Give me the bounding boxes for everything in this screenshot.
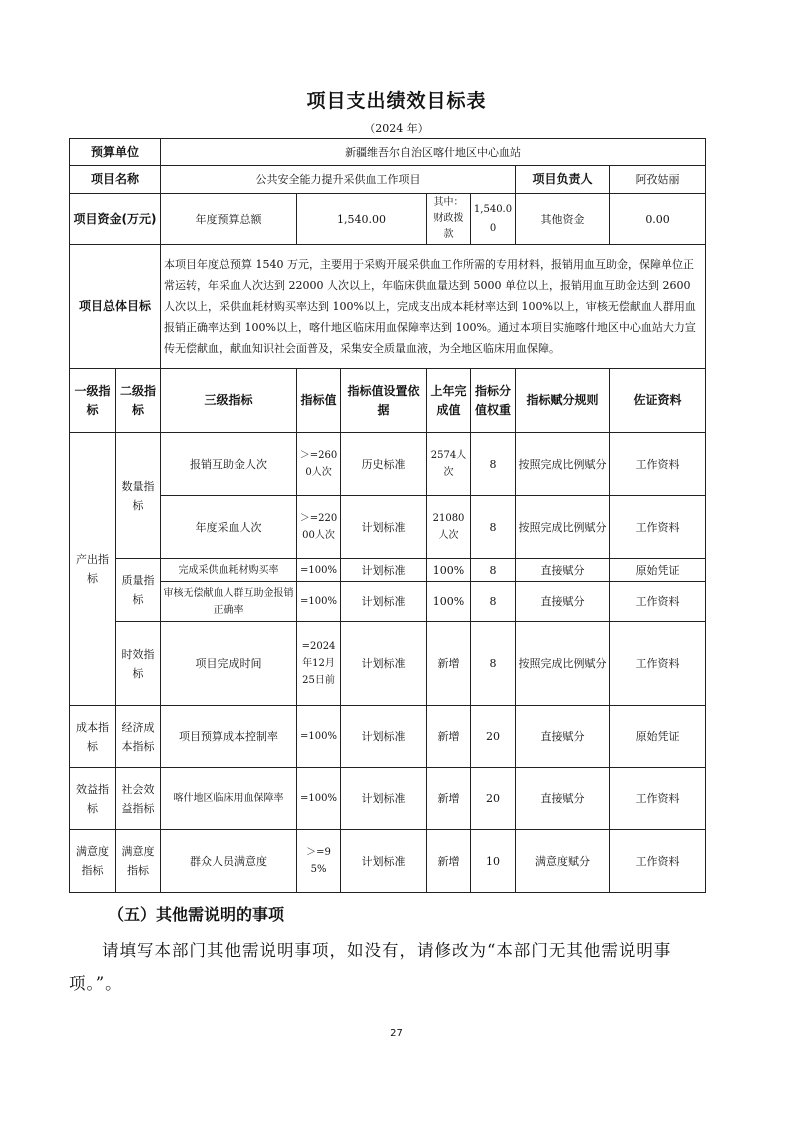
page-title: 项目支出绩效目标表: [306, 90, 487, 112]
annual-total-label: 年度预算总额: [161, 194, 297, 245]
row-value: ＞=2600人次: [297, 433, 341, 496]
level2-quality: 质量指标: [116, 559, 161, 622]
row-weight: 20: [471, 768, 516, 830]
budget-unit-value: 新疆维吾尔自治区喀什地区中心血站: [161, 139, 706, 166]
table-row: [70, 496, 706, 559]
row-weight: 8: [471, 496, 516, 559]
project-leader-value: 阿孜姑丽: [610, 166, 706, 194]
level2-social-benefit: 社会效益指标: [116, 768, 161, 830]
row-evidence: 工作资料: [610, 582, 706, 622]
overall-goal-text: 本项目年度总预算 1540 万元，主要用于采购开展采供血工作所需的专用材料，报销用血互助金，保障单位正常运转，年采血人次达到 22000 人次以上，年临床供血量达到 5000 单位以上，报销用血互助金达到 2600 人次以上，采供血耗材购买率达到 100%以上，完成支出成本耗材率达到 100%以上，审核无偿献血人群用血报销正确率达到 100%以上，喀什地区临床用血保障率达到 100%。通过本项目实施喀什地区中心血站大力宣传无偿献血，献血知识社会面普及，采集安全质量血液，为全地区临床用血保障。: [161, 245, 706, 369]
table-row: [70, 768, 706, 830]
other-funds-label: 其他资金: [516, 194, 610, 245]
row-prev: 2574人次: [427, 433, 471, 496]
row-basis: 计划标准: [341, 496, 427, 559]
row-prev: 新增: [427, 830, 471, 893]
row-rule: 按照完成比例赋分: [516, 496, 610, 559]
row-weight: 8: [471, 622, 516, 706]
col-prev: 上年完成值: [427, 369, 471, 433]
row-rule: 直接赋分: [516, 559, 610, 582]
row-basis: 计划标准: [341, 706, 427, 768]
row-value: =100%: [297, 582, 341, 622]
row-prev: 21080人次: [427, 496, 471, 559]
row-basis: 计划标准: [341, 582, 427, 622]
row-prev: 新增: [427, 622, 471, 706]
row-prev: 100%: [427, 559, 471, 582]
row-prev: 100%: [427, 582, 471, 622]
fiscal-label: 其中：财政拨款: [427, 194, 471, 245]
performance-table: [69, 138, 706, 893]
level1-output: 产出指标: [70, 433, 116, 706]
row-rule: 满意度赋分: [516, 830, 610, 893]
level2-quantity: 数量指标: [116, 433, 161, 559]
project-name-label: 项目名称: [70, 166, 161, 194]
col-evidence: 佐证资料: [610, 369, 706, 433]
other-funds-value: 0.00: [610, 194, 706, 245]
level1-benefit: 效益指标: [70, 768, 116, 830]
col-value: 指标值: [297, 369, 341, 433]
row-value: =100%: [297, 706, 341, 768]
col-level2: 二级指标: [116, 369, 161, 433]
row-weight: 10: [471, 830, 516, 893]
level2-economic-cost: 经济成本指标: [116, 706, 161, 768]
row-evidence: 工作资料: [610, 496, 706, 559]
row-value: =2024年12月25日前: [297, 622, 341, 706]
row-basis: 计划标准: [341, 768, 427, 830]
row-value: ＞=95%: [297, 830, 341, 893]
table-row: [70, 622, 706, 706]
table-row: [70, 559, 706, 582]
page-number: 27: [390, 1028, 403, 1039]
row-value: =100%: [297, 559, 341, 582]
row-evidence: 工作资料: [610, 830, 706, 893]
level2-satisfaction: 满意度指标: [116, 830, 161, 893]
row-l3: 项目预算成本控制率: [161, 706, 297, 768]
row-basis: 计划标准: [341, 622, 427, 706]
table-row: [70, 706, 706, 768]
row-rule: 直接赋分: [516, 768, 610, 830]
row-weight: 8: [471, 433, 516, 496]
row-l3: 报销互助金人次: [161, 433, 297, 496]
row-l3: 审核无偿献血人群互助金报销正确率: [161, 582, 297, 622]
row-rule: 直接赋分: [516, 706, 610, 768]
table-row: [70, 582, 706, 622]
table-row: [70, 433, 706, 496]
project-leader-label: 项目负责人: [516, 166, 610, 194]
overall-goal-label: 项目总体目标: [70, 245, 161, 369]
row-value: ＞=22000人次: [297, 496, 341, 559]
row-weight: 20: [471, 706, 516, 768]
row-evidence: 工作资料: [610, 622, 706, 706]
instruction-paragraph: 请填写本部门其他需说明事项，如没有，请修改为“本部门无其他需说明事项。”。: [69, 941, 672, 993]
col-level3: 三级指标: [161, 369, 297, 433]
col-weight: 指标分值权重: [471, 369, 516, 433]
row-prev: 新增: [427, 706, 471, 768]
row-rule: 按照完成比例赋分: [516, 622, 610, 706]
section-heading: （五）其他需说明的事项: [108, 905, 285, 924]
row-evidence: 工作资料: [610, 768, 706, 830]
row-l3: 年度采血人次: [161, 496, 297, 559]
row-evidence: 工作资料: [610, 433, 706, 496]
project-funds-label: 项目资金(万元): [70, 194, 161, 245]
row-evidence: 原始凭证: [610, 559, 706, 582]
level1-satisfaction: 满意度指标: [70, 830, 116, 893]
row-rule: 按照完成比例赋分: [516, 433, 610, 496]
row-l3: 群众人员满意度: [161, 830, 297, 893]
col-basis: 指标值设置依据: [341, 369, 427, 433]
annual-total-value: 1,540.00: [297, 194, 427, 245]
col-level1: 一级指标: [70, 369, 116, 433]
row-l3: 喀什地区临床用血保障率: [161, 768, 297, 830]
row-weight: 8: [471, 559, 516, 582]
row-evidence: 原始凭证: [610, 706, 706, 768]
budget-unit-label: 预算单位: [70, 139, 161, 166]
row-rule: 直接赋分: [516, 582, 610, 622]
col-rule: 指标赋分规则: [516, 369, 610, 433]
year-label: （2024 年）: [364, 122, 429, 135]
row-weight: 8: [471, 582, 516, 622]
project-name-value: 公共安全能力提升采供血工作项目: [161, 166, 516, 194]
row-value: =100%: [297, 768, 341, 830]
table-row: [70, 830, 706, 893]
row-prev: 新增: [427, 768, 471, 830]
level2-timeliness: 时效指标: [116, 622, 161, 706]
row-basis: 计划标准: [341, 559, 427, 582]
row-l3: 项目完成时间: [161, 622, 297, 706]
fiscal-value: 1,540.00: [471, 194, 516, 245]
row-basis: 历史标准: [341, 433, 427, 496]
row-basis: 计划标准: [341, 830, 427, 893]
row-l3: 完成采供血耗材购买率: [161, 559, 297, 582]
level1-cost: 成本指标: [70, 706, 116, 768]
